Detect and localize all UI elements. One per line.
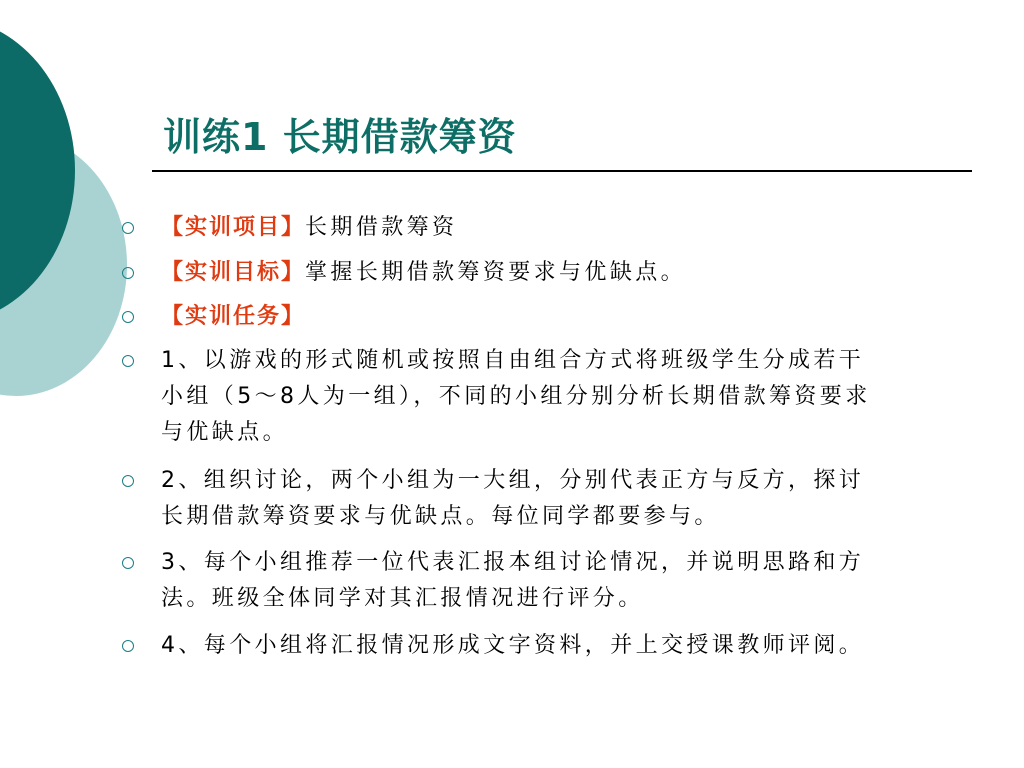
task-line: 长期借款筹资要求与优缺点。每位同学都要参与。: [161, 504, 720, 529]
task-line: 4、每个小组将汇报情况形成文字资料，并上交授课教师评阅。: [161, 633, 865, 658]
bullet-icon: [122, 222, 134, 234]
item-tag: 【实训任务】: [161, 304, 306, 329]
bullet-icon: [122, 557, 134, 569]
bullet-icon: [122, 355, 134, 367]
task-line: 3、每个小组推荐一位代表汇报本组讨论情况，并说明思路和方: [161, 550, 865, 575]
bullet-icon: [122, 267, 134, 279]
title-divider: [152, 170, 972, 172]
item-text: 掌握长期借款筹资要求与优缺点。: [305, 260, 687, 285]
bullet-icon: [122, 640, 134, 652]
slide-title: 训练1 长期借款筹资: [163, 115, 517, 159]
task-line: 2、组织讨论，两个小组为一大组，分别代表正方与反方，探讨: [161, 468, 865, 493]
task-line: 小组（5～8人为一组），不同的小组分别分析长期借款筹资要求: [161, 384, 871, 409]
task-line: 1、以游戏的形式随机或按照自由组合方式将班级学生分成若干: [161, 348, 865, 373]
task-line: 与优缺点。: [161, 420, 289, 445]
bullet-icon: [122, 475, 134, 487]
item-tag: 【实训项目】: [161, 215, 306, 240]
item-text: 长期借款筹资: [305, 215, 458, 240]
task-line: 法。班级全体同学对其汇报情况进行评分。: [161, 586, 644, 611]
bullet-icon: [122, 311, 134, 323]
item-tag: 【实训目标】: [161, 260, 306, 285]
